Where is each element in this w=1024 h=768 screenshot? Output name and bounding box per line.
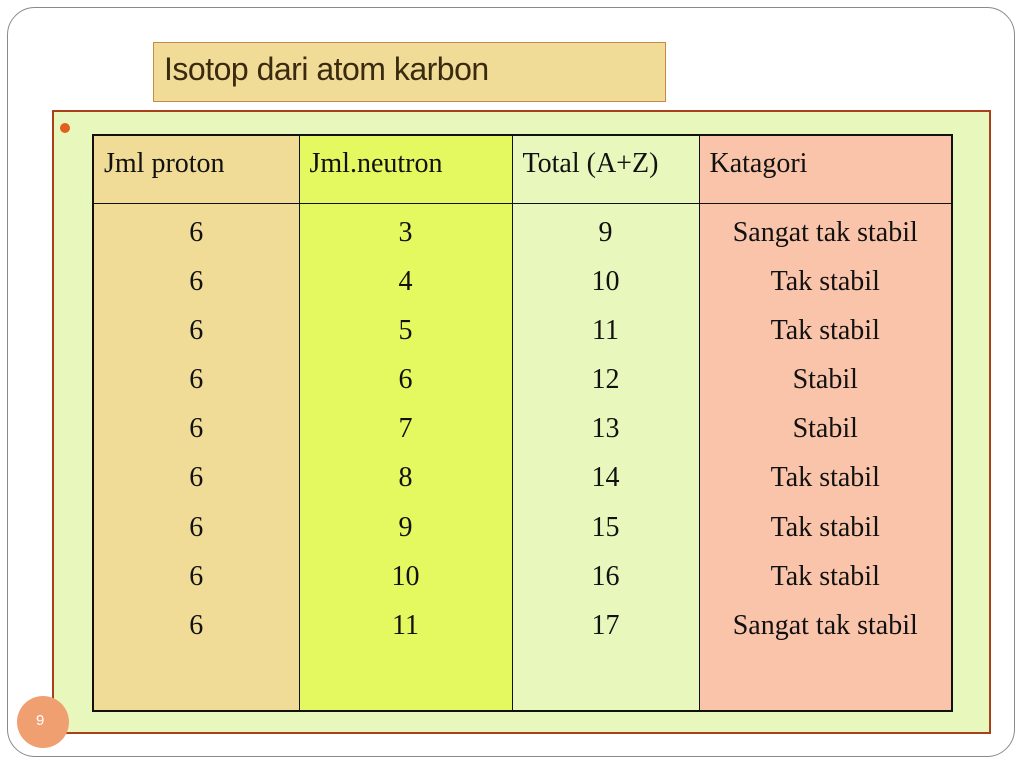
proton-value: 6	[189, 216, 204, 248]
header-kategori: Katagori	[699, 135, 952, 203]
table-header-row	[93, 135, 952, 203]
total-value: 16	[591, 560, 620, 592]
proton-value: 6	[189, 511, 204, 543]
proton-value: 6	[189, 462, 204, 494]
page-number: 9	[36, 712, 45, 729]
kategori-column	[699, 203, 952, 711]
neutron-value: 8	[398, 462, 413, 494]
total-value: 11	[592, 314, 619, 346]
proton-column	[93, 203, 299, 711]
kategori-value: Sangat tak stabil	[732, 216, 918, 248]
total-value: 12	[591, 364, 620, 396]
kategori-value: Tak stabil	[770, 560, 880, 592]
total-value: 15	[591, 511, 620, 543]
total-value: 17	[591, 610, 620, 641]
neutron-value: 6	[398, 364, 413, 396]
kategori-value: Stabil	[792, 413, 858, 445]
neutron-value: 9	[398, 511, 413, 543]
total-value: 13	[591, 413, 620, 445]
kategori-value: Stabil	[792, 364, 858, 396]
proton-value: 6	[189, 413, 204, 445]
kategori-value: Tak stabil	[770, 462, 880, 494]
isotope-table	[92, 134, 953, 712]
neutron-value: 10	[391, 560, 420, 592]
header-total: Total (A+Z)	[512, 135, 699, 203]
total-value: 9	[598, 216, 613, 248]
bullet-icon	[60, 123, 70, 133]
header-neutron: Jml.neutron	[299, 135, 512, 203]
neutron-column	[299, 203, 512, 711]
neutron-value: 7	[398, 413, 413, 445]
kategori-value: Tak stabil	[770, 511, 880, 543]
kategori-value: Tak stabil	[770, 314, 880, 346]
proton-value: 6	[189, 364, 204, 396]
table-body-row	[93, 203, 952, 711]
proton-value: 6	[189, 314, 204, 346]
proton-value: 6	[189, 265, 204, 297]
header-proton: Jml proton	[93, 135, 299, 203]
total-column	[512, 203, 699, 711]
neutron-value: 5	[398, 314, 413, 346]
neutron-value: 3	[398, 216, 413, 248]
neutron-value: 4	[398, 265, 413, 297]
slide-title: Isotop dari atom karbon	[153, 42, 666, 102]
proton-value: 6	[189, 560, 204, 592]
kategori-value: Sangat tak stabil	[732, 610, 918, 641]
neutron-value: 11	[392, 610, 419, 641]
total-value: 14	[591, 462, 620, 494]
total-value: 10	[591, 265, 620, 297]
kategori-value: Tak stabil	[770, 265, 880, 297]
proton-value: 6	[189, 610, 204, 641]
